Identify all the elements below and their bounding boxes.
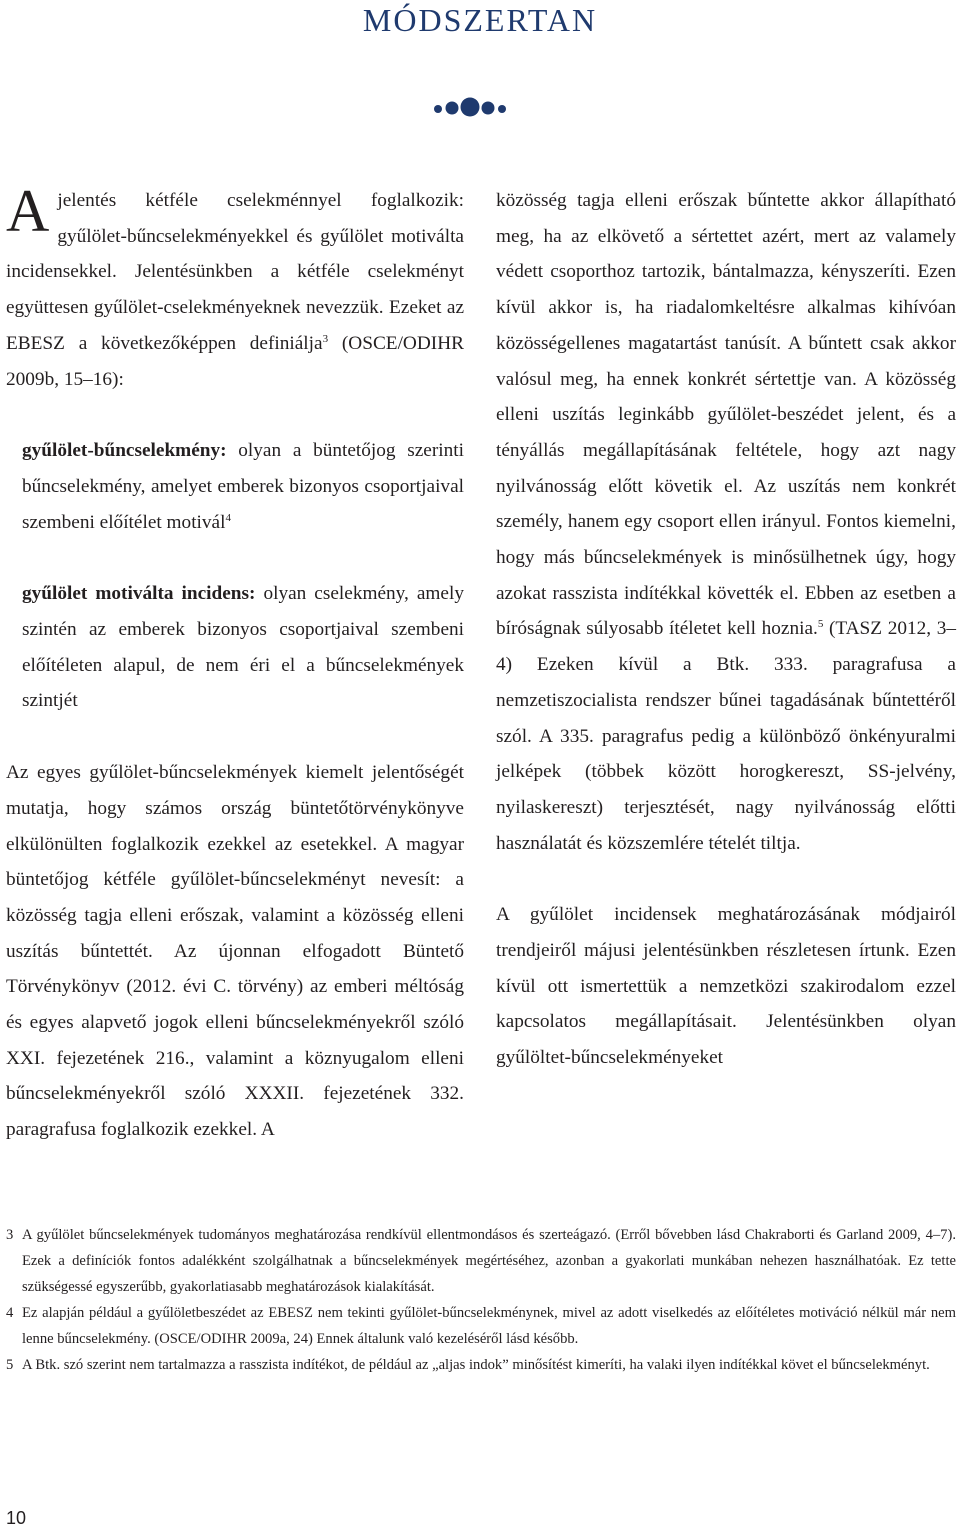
- footnote-3: 3 A gyűlölet bűncselekmények tudományos meghatározása rendkívül ellentmondásos és szerteágazó. (Erről bővebben lásd Chakraborti és Garland 2009, 4–7). Ezek a definíciók fontos adalékként szolgálhatnak a bűncselekmények megértéséhez, azonban a gyakorlati munkában nehezen használhatóak. Ez tette szükségessé egyszerűbb, gyakorlatiasabb meghatározások kialakítását.: [6, 1227, 956, 1295]
- body-paragraph: közösség tagja elleni erőszak bűntette akkor állapítható meg, ha az elkövető a sértettet azért, mert az valamely védett csoporthoz tartozik, bántalmazza, kényszeríti. Ezen kívül akkor is, ha riadalomkeltésre alkalmas kihívóan közösségellenes magatartást tanúsít. A bűntett csak akkor valósul meg, ha ennek konkrét sértettje van. A közösség elleni uszítás leginkább gyűlölet-beszédet jelent, és a tényállás megállapításának feltétele, hogy azt nagy nyilvánosság előtt követik el. Az uszítás nem konkrét személy, hanem egy csoport ellen irányul. Fontos kiemelni, hogy más bűncselekmények is minősülhetnek úgy, hogy azokat rasszista indítékkal követték el. Ebben az esetben a bíróságnak súlyosabb ítéletet kell hoznia.$^5$ (TASZ 2012, 3–4) Ezeken kívül a Btk. 333. paragrafusa a nemzetiszocialista rendszer bűnei tagadásának bűntettéről szól. A 335. paragrafus pedig a különböző önkényuralmi jelképek (többek között horogkereszt, SS-jelvény, nyilaskereszt) terjesztését, nagy nyilvánosság előtti használatát és közszemlére tételét tiltja.: [496, 190, 956, 854]
- dots-ornament: [430, 95, 530, 121]
- page-number: 10: [6, 1508, 27, 1528]
- body-paragraph: Az egyes gyűlölet-bűncselekmények kiemelt jelentőségét mutatja, hogy számos ország büntetőtörvénykönyve elkülönülten foglalkozik ezekkel az esetekkel. A magyar büntetőjog kétféle gyűlölet-bűncselekményt nevesít: a közösség tagja elleni erőszak, valamint a közösség elleni uszítás bűntettét. Az újonnan elfogadott Büntető Törvénykönyv (2012. évi C. törvény) az emberi méltóság és egyes alapvető jogok elleni bűncselekményekről szóló XXI. fejezetének 216., valamint a köznyugalom elleni bűncselekményekről szóló XXXII. fejezetének 332. paragrafusa foglalkozik ezekkel. A: [6, 762, 464, 1141]
- right-column: [496, 183, 956, 1076]
- definition-term: gyűlölet-bűncselekmény:: [22, 440, 227, 462]
- footnote-5: 5 A Btk. szó szerint nem tartalmazza a rasszista indítékot, de például az „aljas indok” minősítést kimeríti, ha valaki ilyen indítékkal követ el bűncselekményt.: [6, 1357, 930, 1373]
- body-paragraph: A gyűlölet incidensek meghatározásának módjairól trendjeiről májusi jelentésünkben részletesen írtunk. Ezen kívül ott ismertettük a nemzetközi szakirodalom ezzel kapcsolatos megállapításait. Jelentésünkben olyan gyűlöltet-bűncselekményeket: [496, 904, 956, 1069]
- drop-cap: A: [6, 178, 50, 244]
- definition-hate-incident: gyűlölet motiválta incidens: olyan cselekmény, amely szintén az emberek bizonyos csoportjaival szembeni előítéleten alapul, de nem éri el a bűncselekmények szintjét: [22, 583, 464, 712]
- footnote-ref-3[interactable]: 3: [322, 332, 329, 345]
- footnotes: [6, 1222, 956, 1378]
- footnote-4: 4 Ez alapján például a gyűlöletbeszédet az EBESZ nem tekinti gyűlölet-bűncselekménynek, mivel az adott viselkedés az előítéletes motiváció nélkül már nem lenne bűncselekmény. (OSCE/ODIHR 2009a, 24) Ennek általunk való kezeléséről lásd később.: [6, 1305, 956, 1347]
- intro-paragraph: Ajelentés kétféle cselekménnyel foglalkozik: gyűlölet-bűncselekményekkel és gyűlölet motiválta incidensekkel. Jelentésünkben a kétféle cselekményt együttesen gyűlölet-cselekményeknek nevezzük. Ezeket az EBESZ a következőképpen definiálja$^3$ (OSCE/ODIHR 2009b, 15–16):: [6, 178, 464, 390]
- footnote-ref-4[interactable]: 4: [225, 511, 231, 524]
- definition-hate-crime: gyűlölet-bűncselekmény: olyan a büntetőjog szerinti bűncselekmény, amelyet emberek bizonyos csoportjaival szembeni előítélet motivál$^4$: [22, 440, 464, 533]
- footnote-ref-5[interactable]: 5: [817, 618, 824, 631]
- left-column: [6, 178, 464, 1148]
- page-title: MÓDSZERTAN: [362, 2, 598, 38]
- definition-term: gyűlölet motiválta incidens:: [22, 583, 256, 605]
